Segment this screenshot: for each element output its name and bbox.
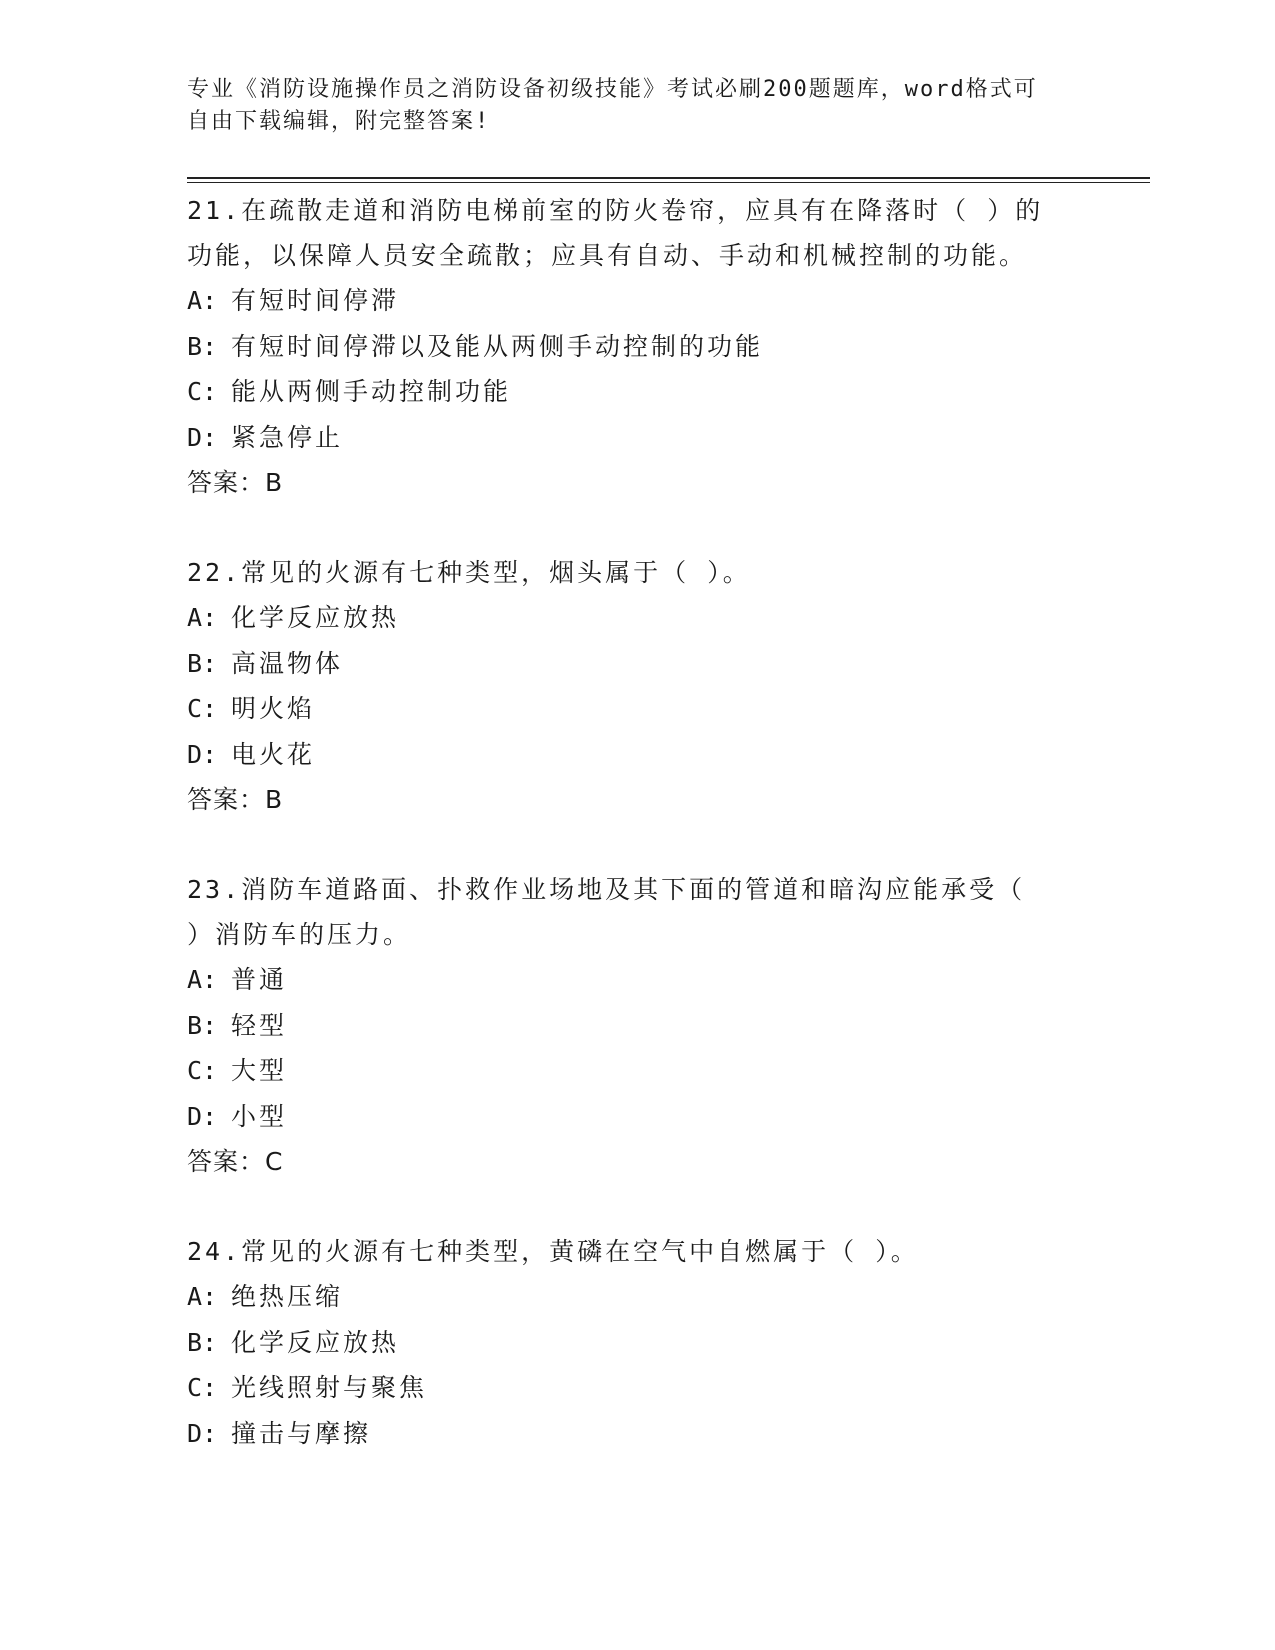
option-a: A: 有短时间停滞	[187, 286, 400, 315]
question-stem-line: ）消防车的压力。	[187, 920, 412, 949]
header-line-2: 自由下载编辑，附完整答案!	[187, 109, 491, 134]
question-stem	[187, 550, 1087, 595]
header-line-1: 专业《消防设施操作员之消防设备初级技能》考试必刷200题题库，word格式可	[187, 77, 1038, 102]
option-c: C: 大型	[187, 1056, 288, 1085]
question-22	[187, 550, 1087, 822]
option-b: B: 有短时间停滞以及能从两侧手动控制的功能	[187, 331, 764, 361]
document-header	[187, 74, 1067, 138]
question-list	[187, 188, 1087, 1501]
option-a: A: 普通	[187, 965, 288, 994]
option-c: C: 明火焰	[187, 694, 316, 723]
option-c: C: 能从两侧手动控制功能	[187, 377, 512, 406]
option-d: D: 电火花	[187, 739, 316, 769]
question-stem-line: 21.在疏散走道和消防电梯前室的防火卷帘，应具有在降落时（ ）的	[187, 196, 1044, 225]
question-stem-line: 24.常见的火源有七种类型，黄磷在空气中自燃属于（ ）。	[187, 1237, 919, 1266]
answer-line: 答案：B	[187, 468, 284, 497]
header-divider-thin	[187, 182, 1150, 183]
answer-line: 答案：C	[187, 1147, 284, 1176]
option-d: D: 撞击与摩擦	[187, 1418, 372, 1448]
option-a: A: 绝热压缩	[187, 1282, 344, 1311]
question-stem-line: 功能，以保障人员安全疏散；应具有自动、手动和机械控制的功能。	[187, 241, 1028, 270]
option-d: D: 小型	[187, 1101, 288, 1131]
question-stem	[187, 1229, 1087, 1274]
question-stem	[187, 188, 1087, 278]
option-a: A: 化学反应放热	[187, 603, 400, 632]
question-stem-line: 23.消防车道路面、扑救作业场地及其下面的管道和暗沟应能承受（	[187, 875, 1026, 904]
option-c: C: 光线照射与聚焦	[187, 1373, 428, 1402]
option-b: B: 化学反应放热	[187, 1327, 400, 1357]
question-stem-line: 22.常见的火源有七种类型，烟头属于（ ）。	[187, 558, 751, 587]
question-stem	[187, 867, 1087, 957]
option-b: B: 轻型	[187, 1010, 288, 1040]
answer-line: 答案：B	[187, 785, 284, 814]
question-23	[187, 867, 1087, 1184]
option-b: B: 高温物体	[187, 648, 344, 678]
question-21	[187, 188, 1087, 505]
option-d: D: 紧急停止	[187, 422, 344, 452]
question-24	[187, 1229, 1087, 1456]
header-divider-thick	[187, 177, 1150, 179]
